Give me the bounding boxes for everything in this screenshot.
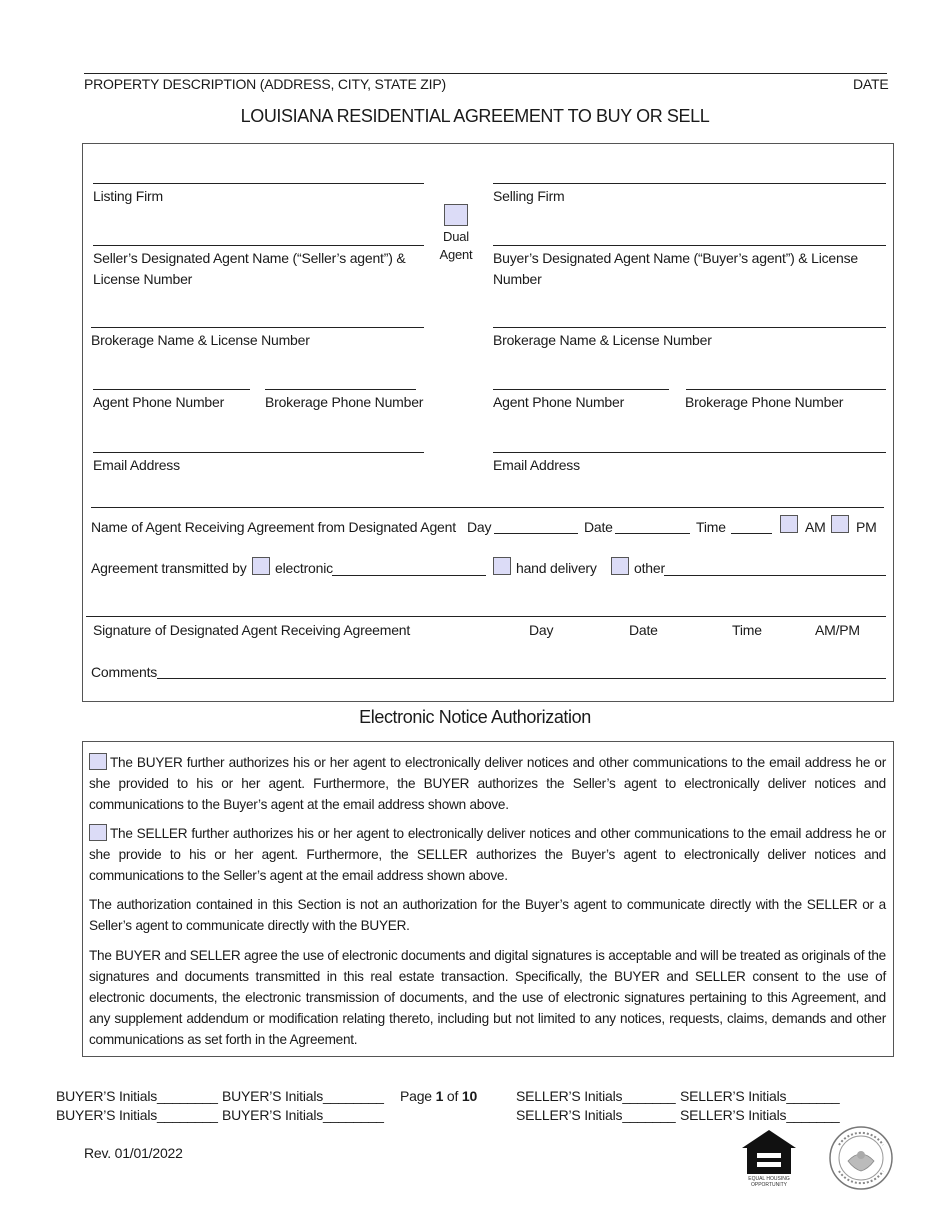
louisiana-seal-icon bbox=[828, 1125, 894, 1191]
seller-authorization-text: The SELLER further authorizes his or her agent to electronically deliver notices and other communications to the email address he or she provide to his or her agent. Furthermore, the SELLER authorizes the Buyer’s agent to electronically deliver notices and communications to the Seller’s agent at the email address shown above. bbox=[89, 826, 886, 883]
date-label: DATE bbox=[853, 76, 889, 92]
page-total: 10 bbox=[461, 1088, 478, 1104]
seller-initials-1[interactable]: SELLER’S Initials_______ bbox=[516, 1088, 676, 1104]
authorization-scope-paragraph: The authorization contained in this Section is not an authorization for the Buyer’s agent to communicate directly with the SELLER or a Seller’s agent to communicate directly with the BUYER. bbox=[89, 897, 886, 933]
email-left-line[interactable] bbox=[93, 452, 424, 453]
email-right-label: Email Address bbox=[493, 457, 580, 473]
electronic-documents-paragraph: The BUYER and SELLER agree the use of electronic documents and digital signatures is acceptable and will be treated as originals of the signatures and documents transmitted in this real estate transaction. Specifically, the BUYER and SELLER consent to the use of electronic documents, the electronic transmission of documents, and the use of electronic signatures pertaining to this Agreement, and any supplement addendum or modification relating thereto, including but not limited to any notices, requests, claims, demands and other communications as set forth in the Agreement. bbox=[89, 948, 886, 1047]
listing-firm-label: Listing Firm bbox=[93, 188, 163, 204]
comments-label: Comments bbox=[91, 664, 158, 680]
seller-authorization-paragraph bbox=[89, 823, 886, 886]
selling-firm-line[interactable] bbox=[493, 183, 886, 184]
brokerage-phone-right-line[interactable] bbox=[686, 389, 886, 390]
other-line[interactable] bbox=[664, 575, 886, 576]
notice-title: Electronic Notice Authorization bbox=[359, 707, 591, 727]
signature-ampm-label: AM/PM bbox=[815, 622, 860, 638]
hand-delivery-checkbox[interactable] bbox=[493, 557, 511, 575]
agent-phone-right-label: Agent Phone Number bbox=[493, 394, 625, 410]
receiving-day-label: Day bbox=[467, 519, 492, 535]
svg-text:EQUAL HOUSING: EQUAL HOUSING bbox=[748, 1176, 790, 1182]
email-left-label: Email Address bbox=[93, 457, 180, 473]
signature-day-label: Day bbox=[529, 622, 554, 638]
agent-phone-left-line[interactable] bbox=[93, 389, 250, 390]
receiving-date-label: Date bbox=[584, 519, 613, 535]
dual-agent-label-1: Dual bbox=[443, 229, 469, 244]
brokerage-phone-left-label: Brokerage Phone Number bbox=[265, 394, 424, 410]
seller-agent-label-1: Seller’s Designated Agent Name (“Seller’s agent”) & bbox=[93, 250, 406, 266]
dual-agent-label-2: Agent bbox=[439, 247, 473, 262]
am-checkbox[interactable] bbox=[780, 515, 798, 533]
receiving-time-label: Time bbox=[696, 519, 726, 535]
comments-line[interactable] bbox=[157, 678, 886, 679]
email-right-line[interactable] bbox=[493, 452, 886, 453]
brokerage-left-line[interactable] bbox=[91, 327, 424, 328]
buyer-initials-2[interactable]: BUYER’S Initials________ bbox=[56, 1107, 218, 1123]
agent-phone-left-label: Agent Phone Number bbox=[93, 394, 225, 410]
brokerage-phone-left-line[interactable] bbox=[265, 389, 416, 390]
buyer-authorization-paragraph bbox=[89, 752, 886, 815]
receiving-day-line[interactable] bbox=[494, 533, 578, 534]
page-number bbox=[400, 1088, 477, 1104]
agent-info-box bbox=[82, 143, 894, 702]
buyer-initials-1[interactable]: BUYER’S Initials________ bbox=[56, 1088, 218, 1104]
pm-label: PM bbox=[856, 519, 877, 535]
receiving-date-line[interactable] bbox=[615, 533, 690, 534]
hand-delivery-label: hand delivery bbox=[516, 560, 597, 576]
seller-agent-label-2: License Number bbox=[93, 271, 193, 287]
buyer-agent-label-1: Buyer’s Designated Agent Name (“Buyer’s agent”) & License bbox=[493, 250, 858, 266]
electronic-checkbox[interactable] bbox=[252, 557, 270, 575]
equal-housing-icon bbox=[740, 1128, 798, 1188]
signature-time-label: Time bbox=[732, 622, 762, 638]
property-description-label: PROPERTY DESCRIPTION (ADDRESS, CITY, STATE ZIP) bbox=[84, 76, 446, 92]
electronic-label: electronic bbox=[275, 560, 333, 576]
signature-line[interactable] bbox=[86, 616, 886, 617]
other-checkbox[interactable] bbox=[611, 557, 629, 575]
brokerage-phone-right-label: Brokerage Phone Number bbox=[685, 394, 844, 410]
page-of: of bbox=[446, 1088, 459, 1104]
buyer-authorization-text: The BUYER further authorizes his or her agent to electronically deliver notices and other communications to the email address he or she provided to his or her agent. Furthermore, the BUYER authorizes the Seller’s agent to electronically deliver notices and communications to the Buyer’s agent at the email address shown above. bbox=[89, 755, 886, 812]
svg-text:OPPORTUNITY: OPPORTUNITY bbox=[750, 1182, 788, 1188]
selling-firm-label: Selling Firm bbox=[493, 188, 565, 204]
pm-checkbox[interactable] bbox=[831, 515, 849, 533]
receiving-time-line[interactable] bbox=[731, 533, 772, 534]
listing-firm-line[interactable] bbox=[93, 183, 424, 184]
buyer-initials-4[interactable]: BUYER’S Initials________ bbox=[222, 1107, 384, 1123]
buyer-authorization-checkbox[interactable] bbox=[89, 753, 107, 770]
revision-label: Rev. 01/01/2022 bbox=[84, 1145, 183, 1161]
other-label: other bbox=[634, 560, 665, 576]
page-word: Page bbox=[400, 1088, 432, 1104]
seller-initials-3[interactable]: SELLER’S Initials_______ bbox=[680, 1088, 840, 1104]
electronic-line[interactable] bbox=[332, 575, 486, 576]
page-title: LOUISIANA RESIDENTIAL AGREEMENT TO BUY OR SELL bbox=[240, 106, 710, 126]
page-current: 1 bbox=[435, 1088, 444, 1104]
receiving-agent-label: Name of Agent Receiving Agreement from Designated Agent bbox=[91, 519, 456, 535]
buyer-agent-line[interactable] bbox=[493, 245, 886, 246]
seller-initials-4[interactable]: SELLER’S Initials_______ bbox=[680, 1107, 840, 1123]
receiving-agent-line[interactable] bbox=[91, 507, 884, 508]
buyer-agent-label-2: Number bbox=[493, 271, 542, 287]
signature-date-label: Date bbox=[629, 622, 658, 638]
am-label: AM bbox=[805, 519, 826, 535]
property-line bbox=[84, 73, 887, 74]
buyer-initials-3[interactable]: BUYER’S Initials________ bbox=[222, 1088, 384, 1104]
seller-initials-2[interactable]: SELLER’S Initials_______ bbox=[516, 1107, 676, 1123]
transmitted-by-label: Agreement transmitted by bbox=[91, 560, 247, 576]
seller-authorization-checkbox[interactable] bbox=[89, 824, 107, 841]
agent-phone-right-line[interactable] bbox=[493, 389, 669, 390]
brokerage-right-label: Brokerage Name & License Number bbox=[493, 332, 712, 348]
dual-agent-checkbox[interactable] bbox=[444, 204, 468, 226]
brokerage-right-line[interactable] bbox=[493, 327, 886, 328]
seller-agent-line[interactable] bbox=[93, 245, 424, 246]
signature-label: Signature of Designated Agent Receiving Agreement bbox=[93, 622, 411, 638]
brokerage-left-label: Brokerage Name & License Number bbox=[91, 332, 310, 348]
